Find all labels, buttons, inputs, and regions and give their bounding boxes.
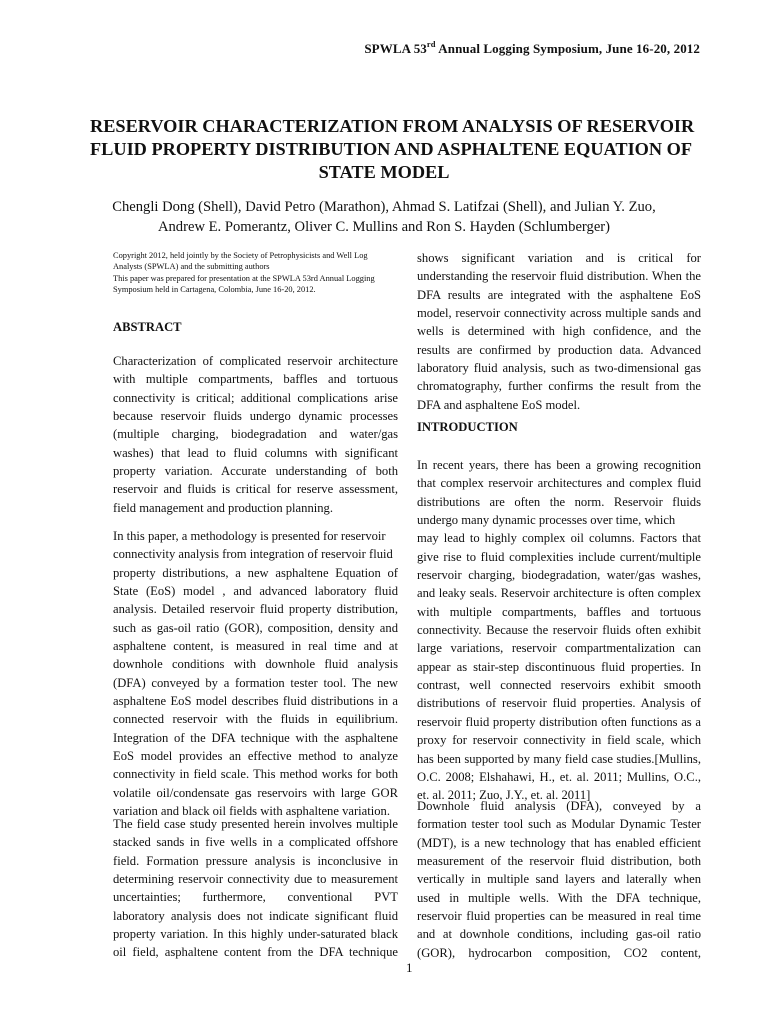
- text-line: model, reservoir connectivity across multiple sands and: [417, 306, 701, 321]
- text-line: and leaky seals. Reservoir architecture is often complex: [417, 586, 701, 601]
- text-line: The field case study presented herein involves multiple: [113, 817, 398, 831]
- abstract-continued-paragraph: [417, 249, 701, 414]
- abstract-paragraph-2: [113, 527, 398, 821]
- text-line: connectivity. Because the reservoir fluids often exhibit: [417, 623, 701, 638]
- text-line: downhole conditions with downhole fluid analysis: [113, 657, 398, 672]
- text-line: connectivity analysis from integration of reservoir fluid: [113, 547, 393, 562]
- text-line: In this paper, a methodology is presented for reservoir: [113, 529, 386, 543]
- abstract-paragraph-3: [113, 815, 398, 962]
- text-line: property variation. Accurate understanding of both: [113, 464, 398, 479]
- text-line: variation and black oil fields with asphaltene variation.: [113, 804, 390, 819]
- author-list: [70, 197, 698, 237]
- copyright-line: This paper was prepared for presentation at the SPWLA 53rd Annual Logging: [113, 273, 375, 283]
- text-line: chromatography, further confirms the result from the: [417, 379, 701, 394]
- text-line: property distributions, a new asphaltene Equation of: [113, 565, 398, 580]
- text-line: et. al. 2011; Zuo, J.Y., et. al. 2011]: [417, 788, 591, 803]
- text-line: Integration of the DFA technique with the asphaltene: [113, 730, 398, 745]
- text-line: determining reservoir connectivity due to measurement: [113, 872, 398, 887]
- author-line: Chengli Dong (Shell), David Petro (Marathon), Ahmad S. Latifzai (Shell), and Julian Y. Zuo,: [112, 199, 656, 215]
- text-line: field management and production planning.: [113, 500, 333, 515]
- text-line: field. Formation pressure analysis is inconclusive in: [113, 853, 398, 868]
- text-line: asphaltene EoS model describes fluid distributions in a: [113, 694, 398, 709]
- text-line: (DFA) conveyed by a formation tester tool. The new: [113, 675, 398, 690]
- text-line: (GOR), hydrocarbon composition, CO2 content,: [417, 945, 701, 960]
- text-line: has been supported by many field case studies.[Mullins,: [417, 751, 701, 766]
- introduction-paragraph-1: [417, 456, 701, 805]
- text-line: connected reservoir with the fluids in equilibrium.: [113, 712, 398, 727]
- text-line: Downhole fluid analysis (DFA), conveyed by a: [417, 799, 701, 813]
- copyright-line: Analysts (SPWLA) and the submitting authors: [113, 262, 270, 272]
- text-line: results are confirmed by production data. Advanced: [417, 342, 701, 357]
- running-header: [364, 41, 700, 57]
- text-line: understanding the reservoir fluid distribution. When the: [417, 269, 701, 284]
- running-header-prefix: SPWLA 53: [364, 41, 427, 56]
- text-line: reservoir charging, biodegradation, water/gas washes,: [417, 568, 701, 583]
- text-line: distributions of reservoir fluid properties. Analysis of: [417, 696, 701, 711]
- copyright-line: Copyright 2012, held jointly by the Society of Petrophysicists and Well Log: [113, 251, 368, 260]
- text-line: formation tester tool such as Modular Dynamic Tester: [417, 817, 701, 832]
- introduction-heading: INTRODUCTION: [417, 420, 518, 434]
- text-line: appear as stair-step discontinuous fluid properties. In: [417, 659, 701, 674]
- text-line: O.C. 2008; Elshahawi, H., et. al. 2011; Mullins, O.C.,: [417, 769, 701, 784]
- text-line: reservoir fluid properties can be measured in real time: [417, 909, 701, 924]
- abstract-heading: ABSTRACT: [113, 320, 182, 334]
- text-line: uncertainties; furthermore, conventional PVT: [113, 890, 398, 905]
- text-line: analysis. Detailed reservoir fluid property distribution,: [113, 602, 398, 617]
- text-line: asphaltene content, is measured in real time and at: [113, 639, 398, 654]
- text-line: distributions are often the norm. Reservoir fluids: [417, 494, 701, 509]
- text-line: with multiple compartments, baffles and tortuous: [113, 372, 398, 387]
- text-line: and at downhole conditions, including gas-oil ratio: [417, 927, 701, 942]
- text-line: In recent years, there has been a growing recognition: [417, 458, 701, 472]
- text-line: property variation. In this highly under-saturated black: [113, 927, 398, 942]
- copyright-notice: [113, 250, 403, 295]
- text-line: may lead to highly complex oil columns. Factors that: [417, 531, 701, 546]
- text-line: washes) that lead to fluid columns with significant: [113, 445, 398, 460]
- running-header-superscript: rd: [426, 39, 436, 49]
- text-line: (MDT), is a new technology that has enabled efficient: [417, 835, 701, 850]
- text-line: Characterization of complicated reservoir architecture: [113, 354, 398, 368]
- text-line: large variations, reservoir compartmentalization can: [417, 641, 701, 656]
- abstract-paragraph-1: [113, 352, 398, 517]
- text-line: connectivity in field scale. This method works for both: [113, 767, 398, 782]
- text-line: volatile oil/condensate gas reservoirs with large GOR: [113, 785, 398, 800]
- running-header-suffix: Annual Logging Symposium, June 16-20, 2012: [435, 41, 700, 56]
- title-line: STATE MODEL: [318, 162, 450, 182]
- introduction-paragraph-2: [417, 797, 701, 962]
- text-line: shows significant variation and is critical for: [417, 251, 701, 265]
- text-line: DFA results are integrated with the asphaltene EoS: [417, 287, 701, 302]
- page-number: 1: [406, 960, 413, 975]
- text-line: give rise to fluid complexities include current/multiple: [417, 549, 701, 564]
- text-line: laboratory fluid analysis, such as two-dimensional gas: [417, 361, 701, 376]
- title-line: RESERVOIR CHARACTERIZATION FROM ANALYSIS OF RESERVOIR: [90, 116, 695, 136]
- text-line: contrast, well connected reservoirs exhibit smooth: [417, 678, 701, 693]
- text-line: proxy for reservoir connectivity in field scale, which: [417, 733, 701, 748]
- text-line: reservoir fluid property distribution often functions as a: [417, 714, 701, 729]
- text-line: such as gas-oil ratio (GOR), composition, density and: [113, 620, 398, 635]
- text-line: with multiple compartments, baffles and tortuous: [417, 604, 701, 619]
- text-line: DFA and asphaltene EoS model.: [417, 397, 581, 412]
- title-line: FLUID PROPERTY DISTRIBUTION AND ASPHALTENE EQUATION OF: [90, 139, 693, 159]
- copyright-line: Symposium held in Cartagena, Colombia, June 16-20, 2012.: [113, 284, 316, 294]
- text-line: (multiple charging, biodegradation and water/gas: [113, 427, 398, 442]
- text-line: vertically in multiple sand layers and laterally when: [417, 872, 701, 887]
- text-line: stacked sands in five wells in a complicated offshore: [113, 835, 398, 850]
- author-line: Andrew E. Pomerantz, Oliver C. Mullins and Ron S. Hayden (Schlumberger): [157, 219, 611, 235]
- text-line: undergo many dynamic processes over time, which: [417, 513, 676, 528]
- text-line: measurement of the reservoir fluid distribution, both: [417, 854, 701, 869]
- text-line: connectivity is critical; additional complications arise: [113, 390, 398, 405]
- text-line: laboratory analysis does not indicate significant fluid: [113, 908, 398, 923]
- text-line: wells is determined with high confidence, and the: [417, 324, 701, 339]
- text-line: EoS model provides an effective method to analyze: [113, 749, 398, 764]
- text-line: reservoir and fluids is critical for reserve assessment,: [113, 482, 398, 497]
- paper-title: [90, 115, 695, 184]
- text-line: that complex reservoir architectures and complex fluid: [417, 476, 701, 491]
- text-line: oil field, asphaltene content from the DFA technique: [113, 945, 398, 960]
- text-line: State (EoS) model , and advanced laboratory fluid: [113, 584, 398, 599]
- text-line: because reservoir fluids undergo dynamic processes: [113, 409, 398, 424]
- text-line: used in multiple wells. With the DFA technique,: [417, 890, 701, 905]
